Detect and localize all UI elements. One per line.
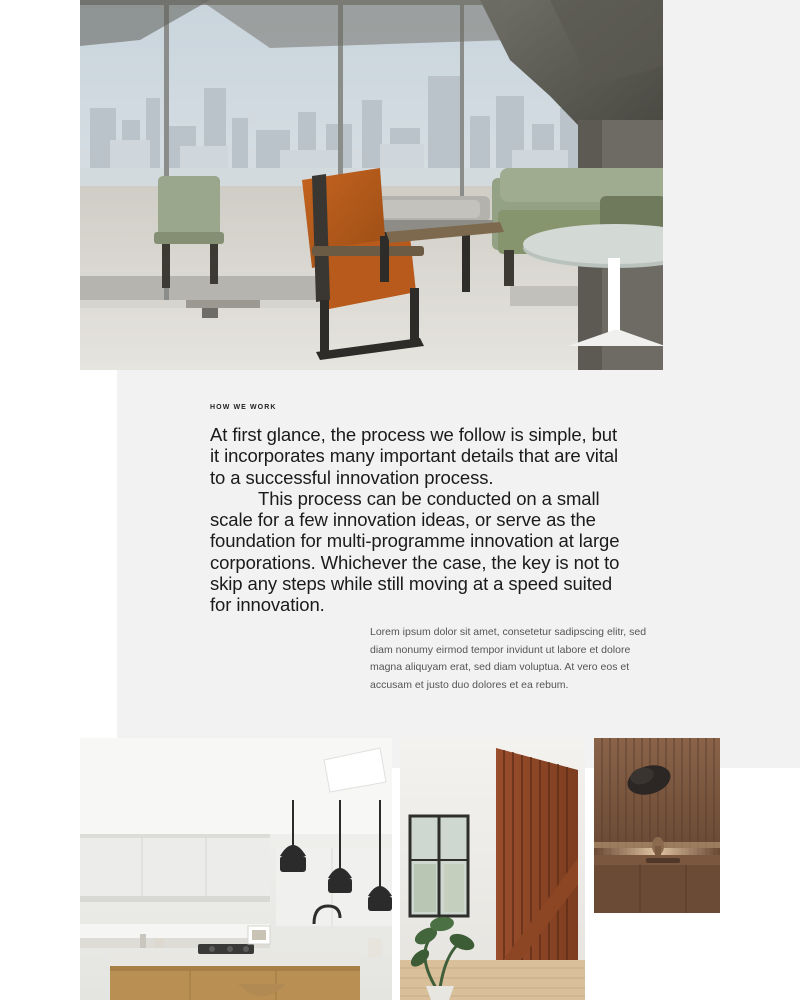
kitchen-image — [80, 738, 392, 1000]
staircase-image — [400, 738, 585, 1000]
kitchen-image-illustration — [80, 738, 392, 1000]
staircase-image-illustration — [400, 738, 585, 1000]
slat-wall-image-illustration — [594, 738, 720, 913]
hero-image — [80, 0, 663, 370]
slat-wall-image — [594, 738, 720, 913]
section-eyebrow: HOW WE WORK — [210, 404, 277, 411]
lead-paragraph-2: This process can be conducted on a small scale for a few innovation ideas, or serve as the foundation for multi-programme innovation at large corporations. Whichever the case, the key is not to skip any steps while still moving at a speed suited for innovation. — [210, 487, 620, 616]
body-text: Lorem ipsum dolor sit amet, consetetur sadipscing elitr, sed diam nonumy eirmod tempor invidunt ut labore et dolore magna aliquyam erat, sed diam voluptua. At vero eos et accusam et justo duo dolores et ea rebum. — [370, 626, 647, 691]
lead-paragraph-1: At first glance, the process we follow is simple, but it incorporates many important details that are vital to a successful innovation process. — [210, 424, 619, 488]
lead-paragraphs — [210, 424, 620, 616]
hero-image-illustration — [80, 0, 663, 370]
